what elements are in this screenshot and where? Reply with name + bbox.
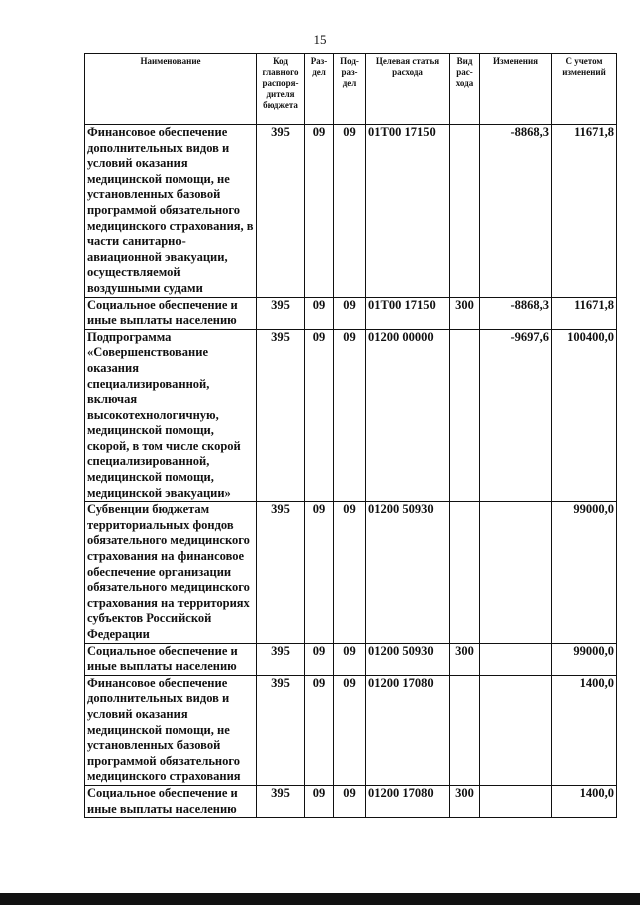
cell-change [480, 502, 552, 643]
cell-name: Социальное обеспечение и иные выплаты населению [85, 785, 257, 817]
cell-target: 01200 50930 [366, 502, 450, 643]
cell-total: 100400,0 [552, 329, 617, 502]
cell-kind: 300 [450, 297, 480, 329]
table-row [85, 643, 617, 675]
page-number: 15 [313, 32, 327, 47]
cell-subsection: 09 [334, 502, 366, 643]
table-row [85, 125, 617, 298]
table-row [85, 785, 617, 817]
header-section: Раз-дел [305, 54, 334, 125]
header-target: Целевая статья расхода [366, 54, 450, 125]
cell-code: 395 [257, 502, 305, 643]
cell-total: 99000,0 [552, 643, 617, 675]
table-row [85, 297, 617, 329]
cell-total: 11671,8 [552, 297, 617, 329]
header-subsection: Под-раз-дел [334, 54, 366, 125]
cell-subsection: 09 [334, 297, 366, 329]
cell-change [480, 785, 552, 817]
cell-section: 09 [305, 675, 334, 785]
cell-code: 395 [257, 675, 305, 785]
cell-section: 09 [305, 502, 334, 643]
header-kind: Вид рас-хода [450, 54, 480, 125]
cell-name: Финансовое обеспечение дополнительных видов и условий оказания медицинской помощи, не установленных базовой программой обязательного медицинского страхования, в части санитарно-авиационной эвакуации, осуществляемой воздушными судами [85, 125, 257, 298]
cell-section: 09 [305, 329, 334, 502]
cell-name: Социальное обеспечение и иные выплаты населению [85, 643, 257, 675]
cell-code: 395 [257, 297, 305, 329]
budget-table [84, 53, 617, 818]
cell-kind [450, 125, 480, 298]
cell-name: Субвенции бюджетам территориальных фондов обязательного медицинского страхования на финансовое обеспечение организации обязательного медицинского страхования на территориях субъектов Российской Федерации [85, 502, 257, 643]
header-total: С учетом изменений [552, 54, 617, 125]
cell-subsection: 09 [334, 785, 366, 817]
cell-section: 09 [305, 297, 334, 329]
cell-code: 395 [257, 643, 305, 675]
cell-total: 1400,0 [552, 785, 617, 817]
header-code: Код главного распоря-дителя бюджета [257, 54, 305, 125]
cell-name: Социальное обеспечение и иные выплаты населению [85, 297, 257, 329]
cell-target: 01200 17080 [366, 675, 450, 785]
cell-section: 09 [305, 643, 334, 675]
table-row [85, 502, 617, 643]
cell-change: -8868,3 [480, 125, 552, 298]
cell-subsection: 09 [334, 329, 366, 502]
cell-code: 395 [257, 125, 305, 298]
cell-section: 09 [305, 125, 334, 298]
cell-change: -8868,3 [480, 297, 552, 329]
cell-subsection: 09 [334, 675, 366, 785]
table-row [85, 329, 617, 502]
cell-kind: 300 [450, 643, 480, 675]
cell-target: 01Т00 17150 [366, 297, 450, 329]
table-row [85, 675, 617, 785]
cell-total: 11671,8 [552, 125, 617, 298]
cell-total: 99000,0 [552, 502, 617, 643]
cell-code: 395 [257, 329, 305, 502]
header-row [85, 54, 617, 125]
cell-target: 01Т00 17150 [366, 125, 450, 298]
cell-name: Подпрограмма «Совершенствование оказания специализированной, включая высокотехнологичную, медицинской помощи, скорой, в том числе скорой специализированной, медицинской помощи, медицинской эвакуации» [85, 329, 257, 502]
cell-change [480, 675, 552, 785]
cell-subsection: 09 [334, 643, 366, 675]
cell-section: 09 [305, 785, 334, 817]
cell-code: 395 [257, 785, 305, 817]
header-name: Наименование [85, 54, 257, 125]
cell-total: 1400,0 [552, 675, 617, 785]
cell-kind [450, 502, 480, 643]
cell-name: Финансовое обеспечение дополнительных видов и условий оказания медицинской помощи, не установленных базовой программой обязательного медицинского страхования [85, 675, 257, 785]
cell-change [480, 643, 552, 675]
cell-kind: 300 [450, 785, 480, 817]
cell-kind [450, 329, 480, 502]
cell-subsection: 09 [334, 125, 366, 298]
cell-target: 01200 17080 [366, 785, 450, 817]
header-change: Изменения [480, 54, 552, 125]
scan-bottom-edge [0, 893, 640, 905]
cell-change: -9697,6 [480, 329, 552, 502]
cell-target: 01200 50930 [366, 643, 450, 675]
cell-kind [450, 675, 480, 785]
cell-target: 01200 00000 [366, 329, 450, 502]
